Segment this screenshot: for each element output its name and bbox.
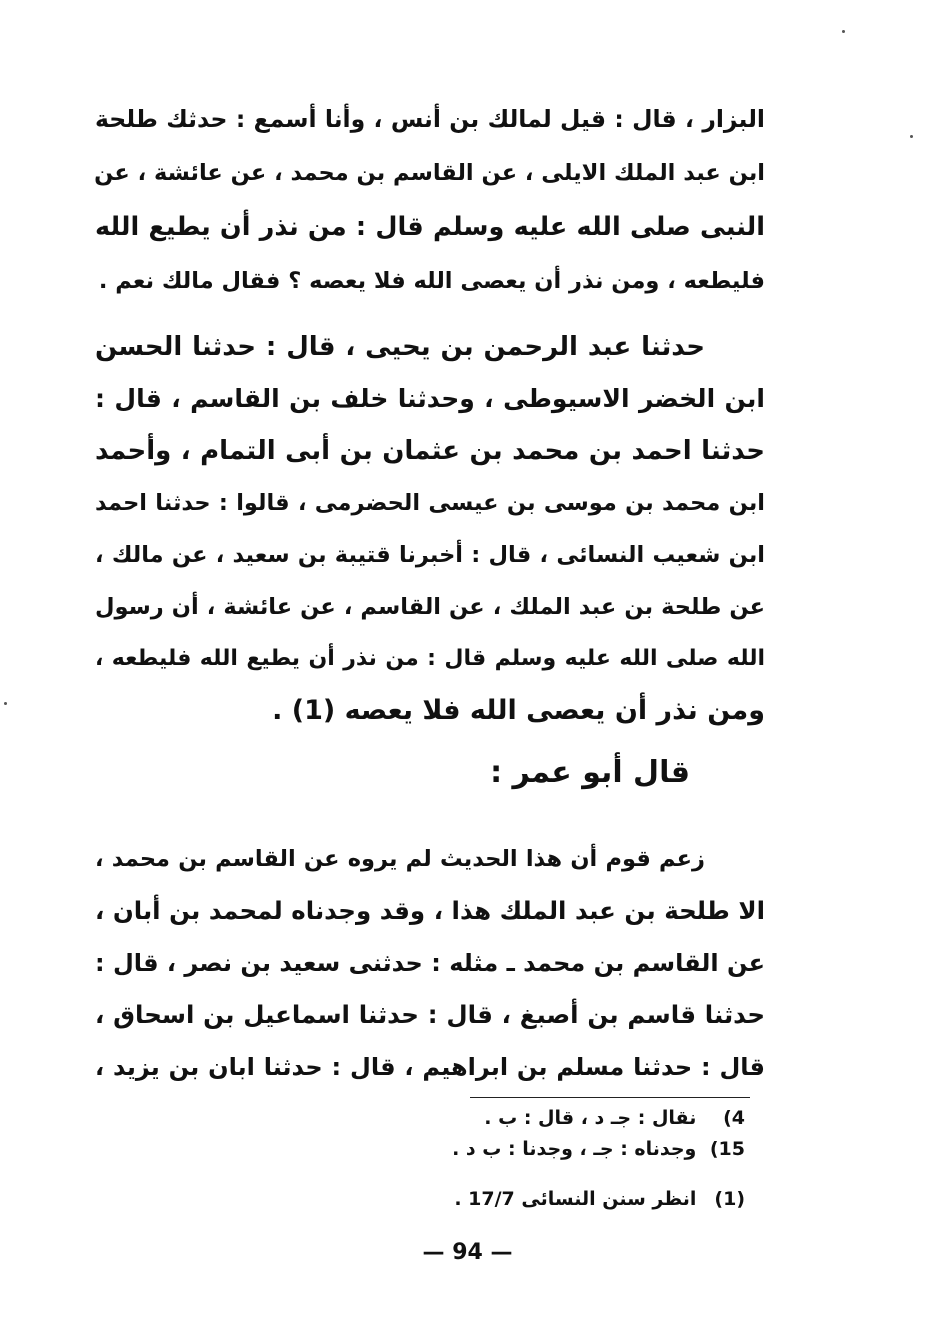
footnote-text: وجدناه : جـ ، وجدنا : ب د . [452, 1138, 697, 1160]
text-line: ومن نذر أن يعصى الله فلا يعصه (1) . [272, 695, 765, 726]
text-line: حدثنا عبد الرحمن بن يحيى ، قال : حدثنا الحسن [95, 332, 705, 362]
text-line: ابن الخضر الاسيوطى ، وحدثنا خلف بن القاسم ، قال : [95, 384, 765, 413]
scan-speck [842, 30, 845, 33]
footnote-text: نقال : جـ د ، قال : ب . [484, 1107, 697, 1129]
text-line: ابن محمد بن موسى بن عيسى الحضرمى ، قالوا : حدثنا احمد [95, 490, 765, 516]
scan-speck [910, 135, 913, 138]
text-line: حدثنا قاسم بن أصبغ ، قال : حدثنا اسماعيل بن اسحاق ، [95, 1000, 765, 1029]
footnote-text: انظر سنن النسائى 17/7 . [454, 1188, 697, 1210]
section-heading: قال أبو عمر : [490, 755, 690, 790]
text-line: عن القاسم بن محمد ـ مثله : حدثنى سعيد بن نصر ، قال : [95, 949, 765, 977]
text-line: النبى صلى الله عليه وسلم قال : من نذر أن يطيع الله [95, 212, 765, 242]
text-line: حدثنا احمد بن محمد بن عثمان بن أبى التمام ، وأحمد [95, 436, 765, 466]
footnote-divider [470, 1097, 750, 1098]
text-line: الله صلى الله عليه وسلم قال : من نذر أن يطيع الله فليطعه ، [95, 646, 765, 671]
footnote-number: 4) [723, 1107, 745, 1129]
text-line: البزار ، قال : قيل لمالك بن أنس ، وأنا أسمع : حدثك طلحة [95, 105, 765, 133]
page-number: — 94 — [422, 1240, 513, 1265]
footnote [484, 1107, 745, 1129]
scan-speck [4, 702, 7, 705]
text-line: الا طلحة بن عبد الملك هذا ، وقد وجدناه لمحمد بن أبان ، [95, 896, 765, 925]
text-line: ابن عبد الملك الايلى ، عن القاسم بن محمد ، عن عائشة ، عن [94, 160, 765, 186]
text-line: قال : حدثنا مسلم بن ابراهيم ، قال : حدثنا ابان بن يزيد ، [95, 1053, 765, 1081]
text-line: فليطعه ، ومن نذر أن يعصى الله فلا يعصه ؟ فقال مالك نعم . [98, 268, 765, 294]
text-line: زعم قوم أن هذا الحديث لم يروه عن القاسم بن محمد ، [95, 846, 705, 872]
footnote-number: (1) [714, 1188, 745, 1210]
footnote [454, 1188, 745, 1210]
text-line: عن طلحة بن عبد الملك ، عن القاسم ، عن عائشة ، أن رسول [95, 594, 765, 620]
footnote [452, 1138, 745, 1160]
footnote-number: 15) [709, 1138, 745, 1160]
text-line: ابن شعيب النسائى ، قال : أخبرنا قتيبة بن سعيد ، عن مالك ، [95, 542, 765, 568]
